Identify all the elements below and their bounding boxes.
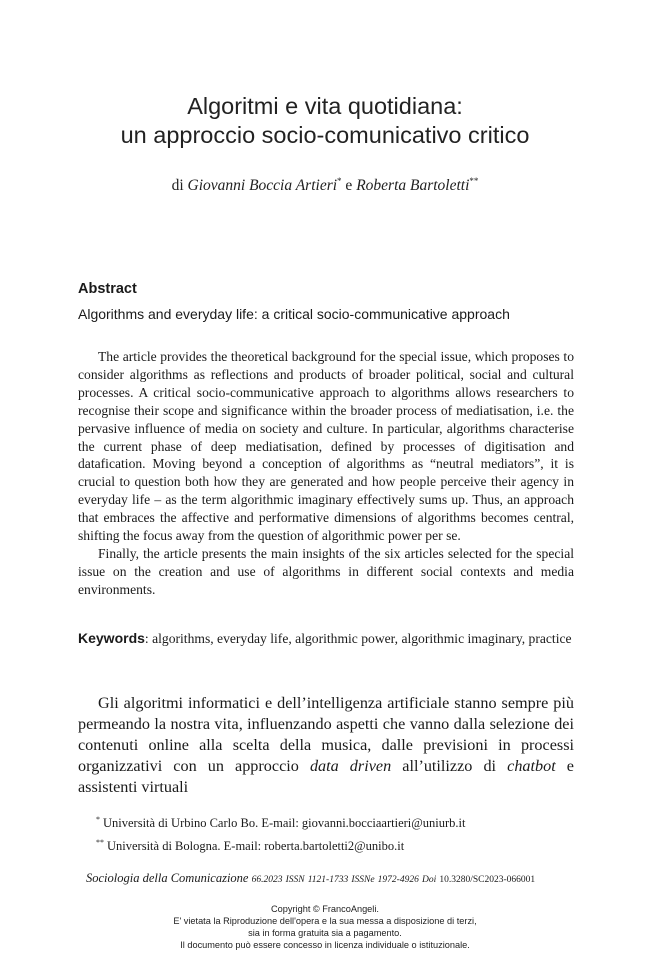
- keywords-label: Keywords: [78, 630, 145, 646]
- abstract-heading: Abstract: [78, 281, 137, 297]
- author-2: Roberta Bartoletti: [356, 177, 470, 194]
- journal-issne: 1972-4926: [377, 875, 419, 885]
- body-part-2: all’utilizzo di: [391, 757, 508, 775]
- title-line-2: un approccio socio-comunicativo critico: [120, 122, 530, 148]
- body-emph-2: chatbot: [507, 757, 556, 775]
- author-1: Giovanni Boccia Artieri: [187, 177, 338, 194]
- body-part-3: e assistenti virtuali: [78, 757, 574, 796]
- journal-doi: 10.3280/SC2023-066001: [439, 875, 536, 885]
- body-paragraph: [78, 693, 574, 798]
- journal-citation: [86, 871, 626, 886]
- journal-name: Sociologia della Comunicazione: [86, 871, 249, 885]
- journal-issue: 66.2023: [251, 875, 283, 885]
- body-emph-1: data driven: [309, 757, 392, 775]
- keywords-text: : algorithms, everyday life, algorithmic power, algorithmic imaginary, practice: [144, 631, 572, 646]
- author-2-mark: **: [469, 176, 479, 186]
- footnote-1-mark: *: [96, 815, 100, 824]
- copyright-line-2: E' vietata la Riproduzione dell'opera e la sua messa a disposizione di terzi,: [173, 916, 477, 926]
- abstract-body: [78, 348, 574, 599]
- journal-issne-label: ISSNe: [351, 875, 375, 885]
- article-title: [0, 92, 650, 150]
- author-line: [0, 176, 650, 195]
- footnote-1-text: Università di Urbino Carlo Bo. E-mail: giovanni.bocciaartieri@uniurb.it: [103, 816, 466, 830]
- abstract-paragraph-1: The article provides the theoretical background for the special issue, which proposes to consider algorithms as reflections and products of broader political, social and cultural processes. A critical socio-communicative approach to algorithms allows researchers to recognise their scope and significance within the broader process of mediatisation, i.e. the pervasive influence of media on society and culture. In particular, algorithms characterise the current phase of deep mediatisation, defined by processes of digitisation and datafication. Moving beyond a conception of algorithms as “neutral mediators”, it is crucial to question both how they are generated and how people perceive their agency in everyday life – as the term algorithmic imaginary effectively sums up. Thus, an approach that embraces the affective and performative dimensions of algorithms becomes central, shifting the focus away from the question of algorithmic power per se.: [78, 349, 574, 544]
- copyright-line-4: Il documento può essere concesso in licenza individuale o istituzionale.: [180, 940, 470, 950]
- keywords: [78, 630, 574, 648]
- authors-prefix: di: [171, 177, 184, 194]
- footnotes: [96, 810, 465, 856]
- copyright-line-3: sia in forma gratuita sia a pagamento.: [248, 928, 402, 938]
- title-line-1: Algoritmi e vita quotidiana:: [187, 93, 463, 119]
- footnote-2: [96, 833, 465, 856]
- abstract-subtitle: Algorithms and everyday life: a critical socio-communicative approach: [78, 306, 510, 322]
- authors-conjunction: e: [345, 177, 353, 194]
- footnote-2-mark: **: [96, 838, 104, 847]
- footnote-2-text: Università di Bologna. E-mail: roberta.bartoletti2@unibo.it: [107, 839, 405, 853]
- body-text: [78, 693, 574, 798]
- copyright-notice: [0, 903, 650, 951]
- copyright-line-1: Copyright © FrancoAngeli.: [271, 904, 379, 914]
- footnote-1: [96, 810, 465, 833]
- journal-issn: 1121-1733: [307, 875, 349, 885]
- body-part-1: Gli algoritmi informatici e dell’intelligenza artificiale stanno sempre più permeando la nostra vita, influenzando aspetti che vanno dalla selezione dei contenuti online alla scelta della musica, dalle previsioni in processi organizzativi con un approccio: [78, 694, 574, 775]
- author-1-mark: *: [337, 176, 342, 186]
- abstract-paragraph-2: Finally, the article presents the main insights of the six articles selected for the special issue on the creation and use of algorithms in different social contexts and media environments.: [78, 545, 574, 597]
- journal-doi-label: Doi: [421, 875, 437, 885]
- journal-issn-label: ISSN: [285, 875, 305, 885]
